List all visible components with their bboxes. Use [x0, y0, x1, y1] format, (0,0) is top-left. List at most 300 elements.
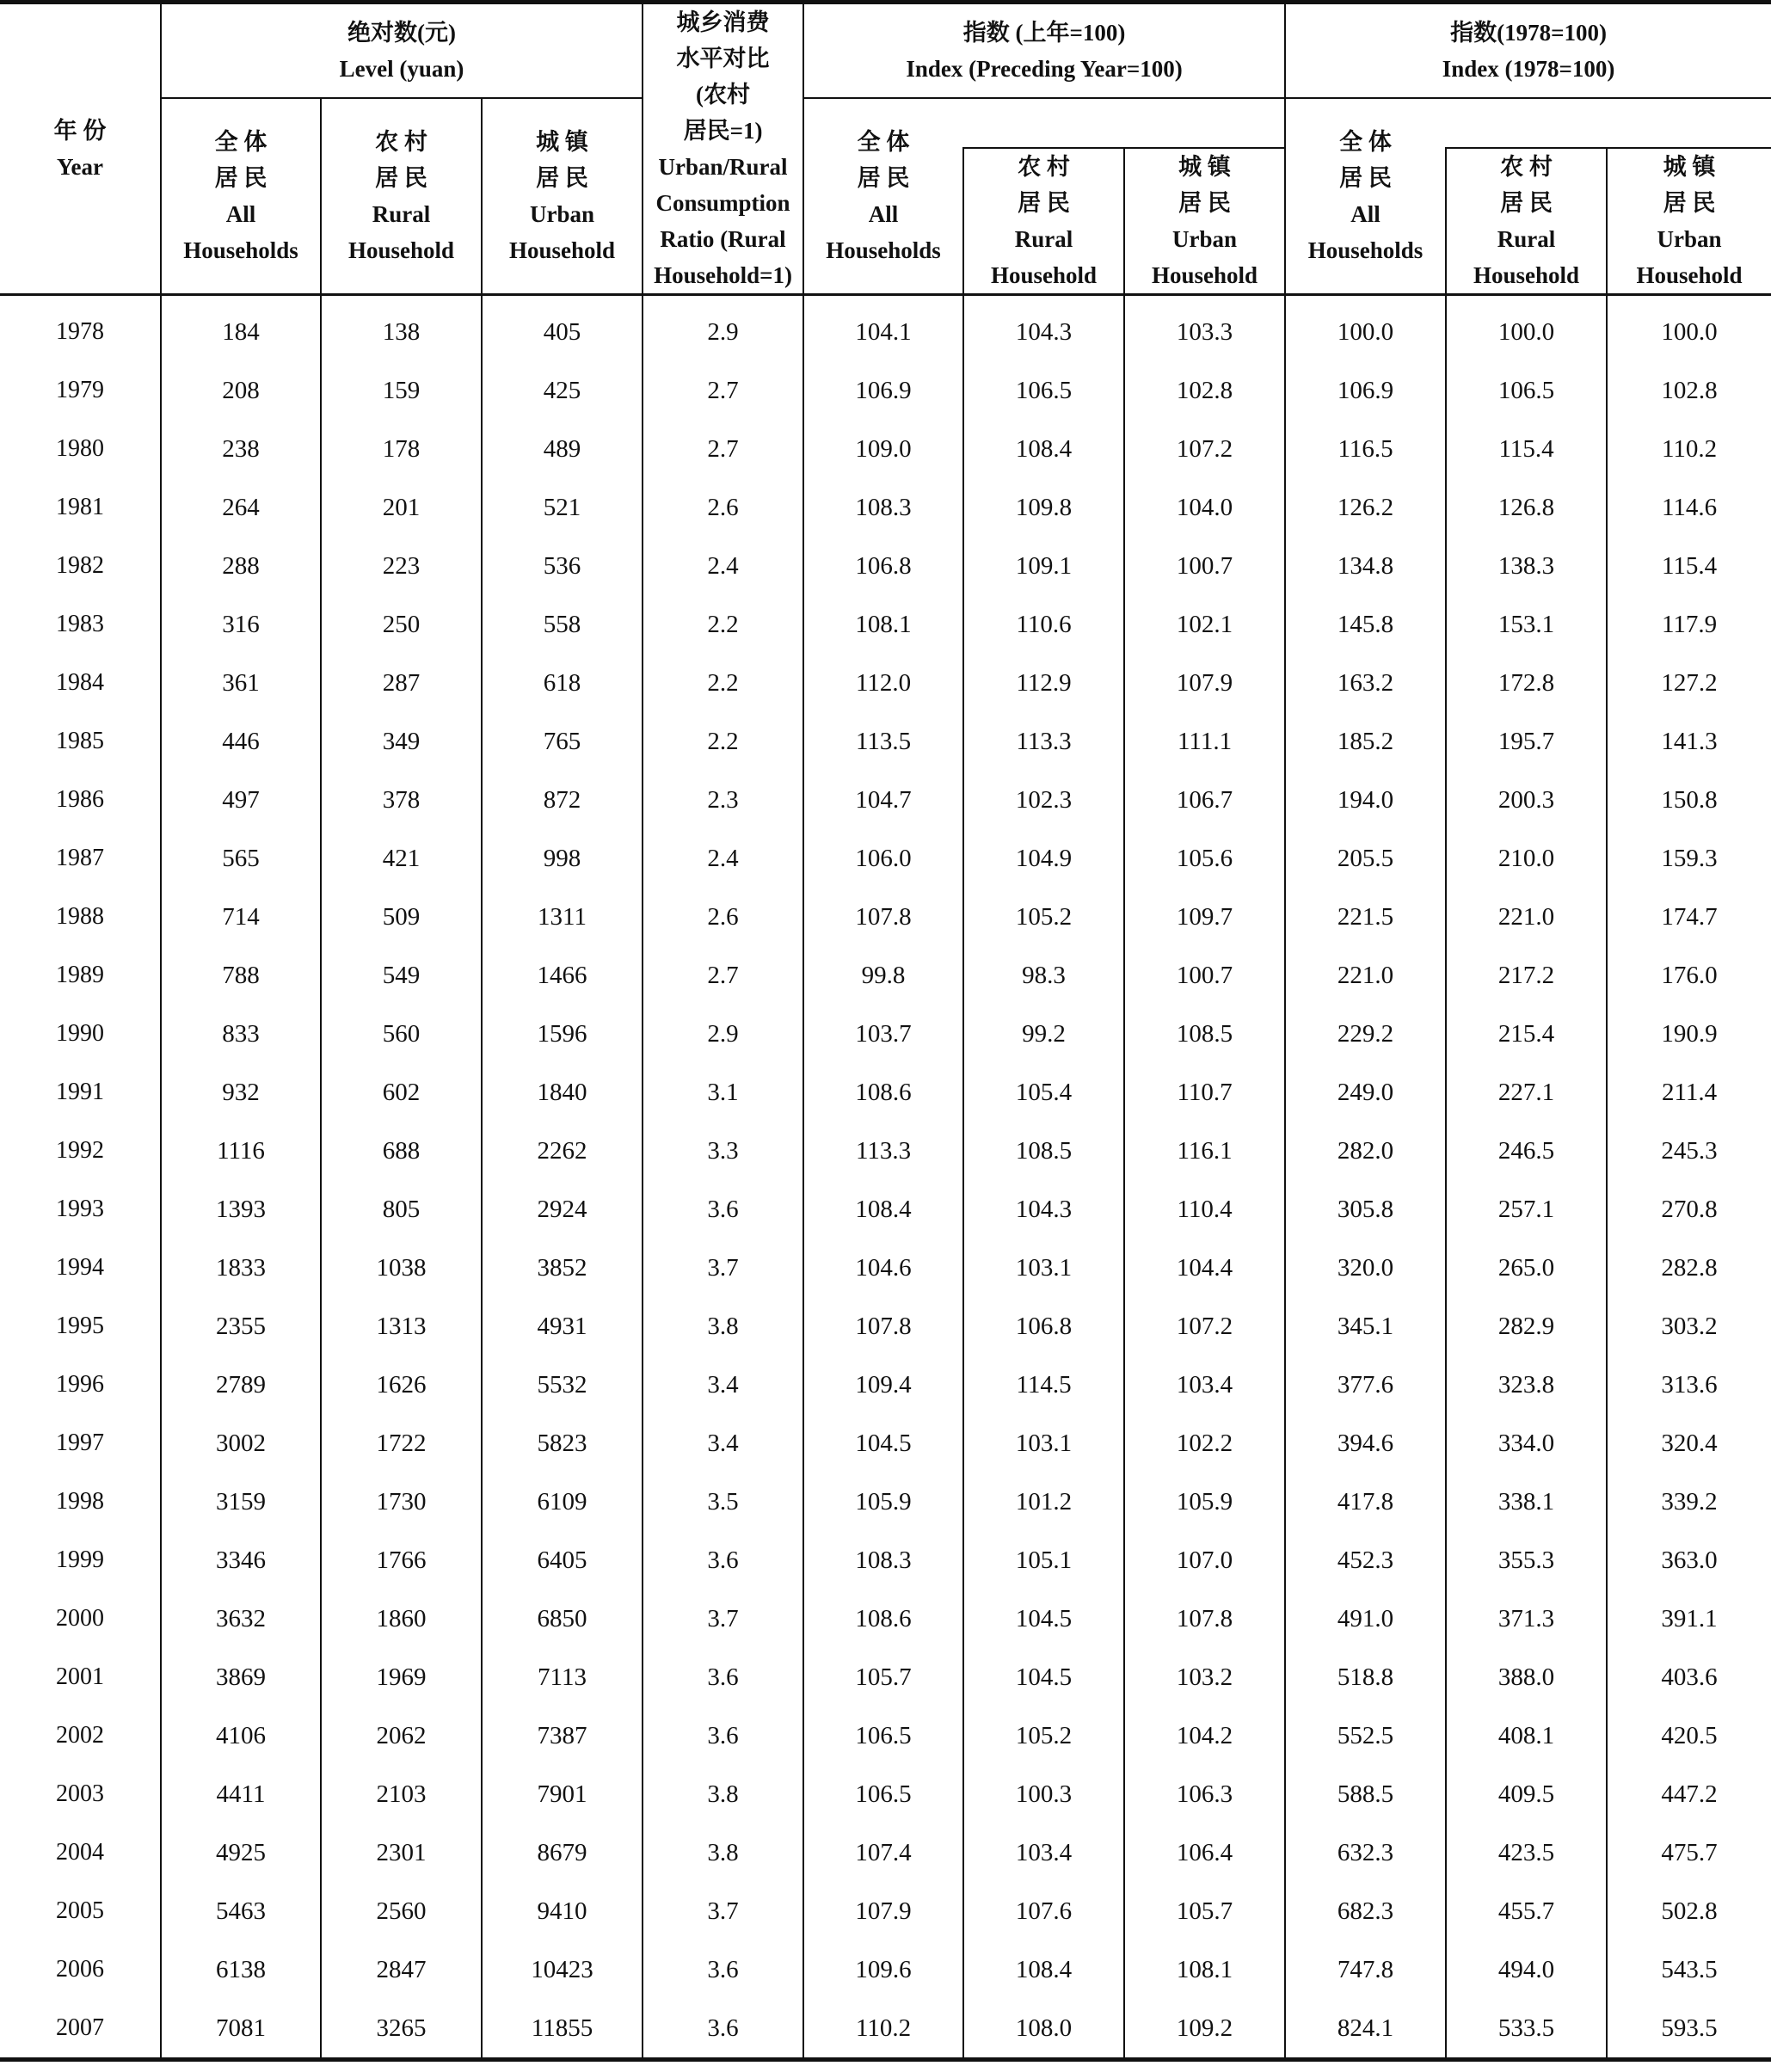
- urban-cn1: 城 镇: [1178, 154, 1231, 180]
- level-urban-cell: 6109: [482, 1473, 643, 1531]
- prev-urban-cell: 106.7: [1124, 771, 1285, 829]
- ratio-cell: 2.4: [643, 829, 803, 888]
- level-all-header: [161, 98, 321, 295]
- level-rural-cell: 223: [321, 537, 482, 595]
- all-en1: All: [1350, 201, 1381, 227]
- base-urban-cell: 475.7: [1607, 1823, 1771, 1882]
- prev-rural-cell: 105.2: [963, 1706, 1124, 1765]
- base-urban-cell: 391.1: [1607, 1589, 1771, 1648]
- base-rural-cell: 210.0: [1446, 829, 1607, 888]
- year-cell: 2000: [56, 1605, 104, 1632]
- base-urban-cell: 211.4: [1607, 1063, 1771, 1122]
- level-rural-header: [321, 98, 482, 295]
- year-cell: 1999: [56, 1546, 104, 1573]
- ratio-header: [643, 3, 803, 295]
- level-all-cell: 238: [161, 420, 321, 478]
- urban-en2: Household: [508, 237, 616, 263]
- rural-cn1: 农 村: [375, 129, 427, 155]
- level-group-header: [161, 3, 643, 99]
- prev-urban-cell: 103.2: [1124, 1648, 1285, 1706]
- rural-en1: Rural: [1014, 226, 1073, 252]
- table-row: [0, 771, 1771, 829]
- base-rural-cell: 355.3: [1446, 1531, 1607, 1589]
- base-all-cell: 221.5: [1285, 888, 1446, 946]
- prev-urban-cell: 100.7: [1124, 537, 1285, 595]
- base-all-cell: 747.8: [1285, 1940, 1446, 1999]
- level-urban-cell: 425: [482, 361, 643, 420]
- urban-cn1: 城 镇: [536, 129, 588, 155]
- level-rural-cell: 1730: [321, 1473, 482, 1531]
- rural-cn2: 居 民: [375, 165, 427, 191]
- ratio-header-line: Urban/Rural: [658, 154, 788, 180]
- base-rural-cell: 200.3: [1446, 771, 1607, 829]
- table-row: [0, 1473, 1771, 1531]
- base-rural-cell: 195.7: [1446, 712, 1607, 771]
- ratio-header-line: 居民=1): [683, 118, 763, 144]
- base-rural-cell: 246.5: [1446, 1122, 1607, 1180]
- base-all-cell: 185.2: [1285, 712, 1446, 771]
- prev-rural-cell: 104.9: [963, 829, 1124, 888]
- level-urban-cell: 1840: [482, 1063, 643, 1122]
- prev-urban-cell: 105.9: [1124, 1473, 1285, 1531]
- ratio-cell: 3.7: [643, 1589, 803, 1648]
- prev-all-cell: 112.0: [803, 654, 963, 712]
- prev-urban-cell: 116.1: [1124, 1122, 1285, 1180]
- base-rural-cell: 227.1: [1446, 1063, 1607, 1122]
- all-en2: Households: [826, 237, 941, 263]
- base-all-cell: 221.0: [1285, 946, 1446, 1005]
- prev-all-cell: 105.9: [803, 1473, 963, 1531]
- level-all-cell: 2789: [161, 1356, 321, 1414]
- base-rural-cell: 138.3: [1446, 537, 1607, 595]
- level-urban-cell: 9410: [482, 1882, 643, 1940]
- level-all-cell: 208: [161, 361, 321, 420]
- ratio-cell: 3.4: [643, 1414, 803, 1473]
- base-rural-cell: 282.9: [1446, 1297, 1607, 1356]
- level-rural-cell: 560: [321, 1005, 482, 1063]
- base-urban-cell: 176.0: [1607, 946, 1771, 1005]
- level-all-cell: 714: [161, 888, 321, 946]
- base-all-cell: 345.1: [1285, 1297, 1446, 1356]
- urban-cn1: 城 镇: [1663, 154, 1716, 180]
- level-all-cell: 4106: [161, 1706, 321, 1765]
- prev-urban-cell: 103.3: [1124, 295, 1285, 362]
- base-rural-cell: 100.0: [1446, 295, 1607, 362]
- base-urban-cell: 303.2: [1607, 1297, 1771, 1356]
- prev-urban-cell: 107.2: [1124, 1297, 1285, 1356]
- level-urban-cell: 6850: [482, 1589, 643, 1648]
- prev-urban-cell: 105.7: [1124, 1882, 1285, 1940]
- table-row: [0, 1648, 1771, 1706]
- urban-en2: Household: [1636, 262, 1743, 288]
- level-rural-cell: 1722: [321, 1414, 482, 1473]
- ratio-cell: 3.6: [643, 1531, 803, 1589]
- prev-rural-cell: 102.3: [963, 771, 1124, 829]
- table-row: [0, 1414, 1771, 1473]
- all-cn1: 全 体: [214, 129, 267, 155]
- base-rural-cell: 494.0: [1446, 1940, 1607, 1999]
- base-rural-cell: 388.0: [1446, 1648, 1607, 1706]
- base1978-index-group-header: [1285, 3, 1771, 99]
- base-rural-cell: 257.1: [1446, 1180, 1607, 1239]
- ratio-header-line: 城乡消费: [676, 9, 770, 35]
- level-urban-cell: 1311: [482, 888, 643, 946]
- prev-all-cell: 107.8: [803, 1297, 963, 1356]
- ratio-header-line: Household=1): [654, 262, 792, 288]
- base-all-cell: 377.6: [1285, 1356, 1446, 1414]
- level-urban-cell: 4931: [482, 1297, 643, 1356]
- base-rural-cell: 106.5: [1446, 361, 1607, 420]
- rural-cn1: 农 村: [1500, 154, 1553, 180]
- base-all-cell: 145.8: [1285, 595, 1446, 654]
- ratio-cell: 3.6: [643, 1180, 803, 1239]
- level-all-cell: 446: [161, 712, 321, 771]
- base-urban-cell: 447.2: [1607, 1765, 1771, 1823]
- all-en2: Households: [183, 237, 298, 263]
- base-all-cell: 552.5: [1285, 1706, 1446, 1765]
- prev-rural-cell: 103.4: [963, 1823, 1124, 1882]
- base-all-cell: 305.8: [1285, 1180, 1446, 1239]
- prev-urban-cell: 107.8: [1124, 1589, 1285, 1648]
- level-all-cell: 6138: [161, 1940, 321, 1999]
- prev-rural-cell: 104.3: [963, 295, 1124, 362]
- base-urban-cell: 420.5: [1607, 1706, 1771, 1765]
- base-group-en: Index (1978=100): [1442, 56, 1615, 82]
- level-all-cell: 264: [161, 478, 321, 537]
- ratio-header-line: 水平对比: [676, 46, 770, 71]
- prev-all-cell: 106.5: [803, 1765, 963, 1823]
- prev-rural-cell: 107.6: [963, 1882, 1124, 1940]
- prev-rural-cell: 104.5: [963, 1648, 1124, 1706]
- base-urban-cell: 502.8: [1607, 1882, 1771, 1940]
- prev-urban-cell: 111.1: [1124, 712, 1285, 771]
- ratio-cell: 3.6: [643, 1999, 803, 2060]
- level-all-cell: 3002: [161, 1414, 321, 1473]
- ratio-cell: 3.7: [643, 1239, 803, 1297]
- urban-en1: Urban: [1657, 226, 1722, 252]
- level-all-cell: 5463: [161, 1882, 321, 1940]
- base-all-cell: 229.2: [1285, 1005, 1446, 1063]
- base-rural-cell: 153.1: [1446, 595, 1607, 654]
- prev-urban-cell: 100.7: [1124, 946, 1285, 1005]
- year-cell: 1986: [56, 786, 104, 813]
- prev-all-cell: 109.4: [803, 1356, 963, 1414]
- level-urban-cell: 1596: [482, 1005, 643, 1063]
- prev-all-cell: 113.3: [803, 1122, 963, 1180]
- base-all-cell: 163.2: [1285, 654, 1446, 712]
- level-group-en: Level (yuan): [339, 56, 464, 82]
- table-row: [0, 1005, 1771, 1063]
- prev-rural-cell: 106.5: [963, 361, 1124, 420]
- base-rural-cell: 409.5: [1446, 1765, 1607, 1823]
- table-row: [0, 1239, 1771, 1297]
- prev-rural-cell: 100.3: [963, 1765, 1124, 1823]
- table-row: [0, 888, 1771, 946]
- ratio-cell: 2.6: [643, 888, 803, 946]
- level-rural-cell: 1860: [321, 1589, 482, 1648]
- prev-rural-cell: 108.4: [963, 420, 1124, 478]
- base-urban-header: [1607, 148, 1771, 295]
- level-rural-cell: 349: [321, 712, 482, 771]
- level-urban-cell: 489: [482, 420, 643, 478]
- year-cell: 1997: [56, 1429, 104, 1456]
- base-urban-cell: 114.6: [1607, 478, 1771, 537]
- ratio-cell: 3.6: [643, 1648, 803, 1706]
- prev-urban-cell: 109.2: [1124, 1999, 1285, 2060]
- ratio-header-line: (农村: [696, 82, 751, 108]
- prev-all-cell: 108.6: [803, 1589, 963, 1648]
- prev-rural-cell: 98.3: [963, 946, 1124, 1005]
- level-urban-cell: 6405: [482, 1531, 643, 1589]
- base-rural-cell: 172.8: [1446, 654, 1607, 712]
- level-urban-cell: 3852: [482, 1239, 643, 1297]
- table-row: [0, 654, 1771, 712]
- level-urban-cell: 8679: [482, 1823, 643, 1882]
- year-cell: 1991: [56, 1079, 104, 1105]
- base-urban-cell: 320.4: [1607, 1414, 1771, 1473]
- year-header: [0, 3, 161, 295]
- year-cell: 1994: [56, 1254, 104, 1281]
- year-cell: 1996: [56, 1371, 104, 1398]
- table-row: [0, 946, 1771, 1005]
- level-urban-cell: 2924: [482, 1180, 643, 1239]
- rural-en1: Rural: [1497, 226, 1556, 252]
- prev-urban-cell: 103.4: [1124, 1356, 1285, 1414]
- level-rural-cell: 378: [321, 771, 482, 829]
- base-all-cell: 518.8: [1285, 1648, 1446, 1706]
- base-all-cell: 682.3: [1285, 1882, 1446, 1940]
- ratio-header-line: Ratio (Rural: [660, 226, 786, 252]
- base-spacer: [1446, 98, 1771, 148]
- level-all-cell: 3346: [161, 1531, 321, 1589]
- ratio-cell: 3.5: [643, 1473, 803, 1531]
- prev-rural-cell: 113.3: [963, 712, 1124, 771]
- table-row: [0, 1589, 1771, 1648]
- year-cell: 1998: [56, 1488, 104, 1515]
- prev-all-cell: 104.7: [803, 771, 963, 829]
- level-rural-cell: 805: [321, 1180, 482, 1239]
- base-all-cell: 100.0: [1285, 295, 1446, 362]
- prev-all-cell: 106.0: [803, 829, 963, 888]
- level-rural-cell: 1626: [321, 1356, 482, 1414]
- prev-all-cell: 99.8: [803, 946, 963, 1005]
- table-row: [0, 1297, 1771, 1356]
- base-urban-cell: 363.0: [1607, 1531, 1771, 1589]
- table-row: [0, 361, 1771, 420]
- table-row: [0, 1356, 1771, 1414]
- base-group-cn: 指数(1978=100): [1450, 20, 1607, 46]
- base-all-cell: 417.8: [1285, 1473, 1446, 1531]
- base-all-cell: 126.2: [1285, 478, 1446, 537]
- prev-urban-cell: 104.4: [1124, 1239, 1285, 1297]
- prev-rural-cell: 105.4: [963, 1063, 1124, 1122]
- prev-all-cell: 106.8: [803, 537, 963, 595]
- year-cell: 2001: [56, 1663, 104, 1690]
- ratio-cell: 3.8: [643, 1823, 803, 1882]
- level-all-cell: 361: [161, 654, 321, 712]
- base-urban-cell: 403.6: [1607, 1648, 1771, 1706]
- level-rural-cell: 138: [321, 295, 482, 362]
- table-row: [0, 1999, 1771, 2060]
- all-en2: Households: [1307, 237, 1424, 263]
- level-all-cell: 1116: [161, 1122, 321, 1180]
- prev-all-cell: 110.2: [803, 1999, 963, 2060]
- table-row: [0, 712, 1771, 771]
- level-rural-cell: 549: [321, 946, 482, 1005]
- level-rural-cell: 287: [321, 654, 482, 712]
- prev-all-cell: 103.7: [803, 1005, 963, 1063]
- ratio-cell: 3.6: [643, 1940, 803, 1999]
- base-rural-cell: 126.8: [1446, 478, 1607, 537]
- base-all-cell: 116.5: [1285, 420, 1446, 478]
- level-all-cell: 316: [161, 595, 321, 654]
- table-row: [0, 1180, 1771, 1239]
- level-rural-cell: 688: [321, 1122, 482, 1180]
- base-all-cell: 394.6: [1285, 1414, 1446, 1473]
- prev-urban-cell: 102.1: [1124, 595, 1285, 654]
- base-rural-cell: 323.8: [1446, 1356, 1607, 1414]
- level-rural-cell: 3265: [321, 1999, 482, 2060]
- level-all-cell: 288: [161, 537, 321, 595]
- prev-all-cell: 108.3: [803, 1531, 963, 1589]
- ratio-header-line: Consumption: [655, 190, 790, 216]
- base-rural-header: [1446, 148, 1607, 295]
- prev-urban-cell: 110.7: [1124, 1063, 1285, 1122]
- year-cell: 1992: [56, 1137, 104, 1164]
- base-all-header: [1285, 98, 1446, 295]
- all-cn2: 居 民: [1339, 165, 1392, 191]
- ratio-cell: 3.7: [643, 1882, 803, 1940]
- level-group-cn: 绝对数(元): [347, 20, 456, 46]
- level-rural-cell: 178: [321, 420, 482, 478]
- prev-rural-cell: 105.1: [963, 1531, 1124, 1589]
- year-cell: 1978: [56, 318, 104, 345]
- table-row: [0, 478, 1771, 537]
- year-cell: 2007: [56, 2014, 104, 2041]
- ratio-cell: 3.8: [643, 1765, 803, 1823]
- prev-urban-cell: 104.0: [1124, 478, 1285, 537]
- prev-urban-cell: 105.6: [1124, 829, 1285, 888]
- prev-rural-cell: 110.6: [963, 595, 1124, 654]
- base-urban-cell: 127.2: [1607, 654, 1771, 712]
- year-cell: 1995: [56, 1313, 104, 1339]
- ratio-cell: 2.9: [643, 1005, 803, 1063]
- year-cell: 1983: [56, 611, 104, 637]
- rural-en2: Household: [1473, 262, 1580, 288]
- prev-rural-cell: 106.8: [963, 1297, 1124, 1356]
- base-rural-cell: 533.5: [1446, 1999, 1607, 2060]
- prev-urban-cell: 110.4: [1124, 1180, 1285, 1239]
- base-rural-cell: 265.0: [1446, 1239, 1607, 1297]
- prev-rural-cell: 109.1: [963, 537, 1124, 595]
- prev-all-cell: 109.0: [803, 420, 963, 478]
- level-rural-cell: 1766: [321, 1531, 482, 1589]
- level-all-cell: 7081: [161, 1999, 321, 2060]
- level-all-cell: 932: [161, 1063, 321, 1122]
- prev-all-cell: 106.5: [803, 1706, 963, 1765]
- base-urban-cell: 543.5: [1607, 1940, 1771, 1999]
- table-row: [0, 1823, 1771, 1882]
- urban-en2: Household: [1152, 262, 1258, 288]
- ratio-cell: 2.2: [643, 654, 803, 712]
- table-row: [0, 1706, 1771, 1765]
- prev-rural-cell: 108.4: [963, 1940, 1124, 1999]
- base-urban-cell: 115.4: [1607, 537, 1771, 595]
- ratio-cell: 3.1: [643, 1063, 803, 1122]
- prev-all-cell: 108.6: [803, 1063, 963, 1122]
- prev-all-cell: 106.9: [803, 361, 963, 420]
- prev-rural-cell: 105.2: [963, 888, 1124, 946]
- prev-rural-cell: 109.8: [963, 478, 1124, 537]
- level-rural-cell: 2847: [321, 1940, 482, 1999]
- all-cn1: 全 体: [1339, 129, 1392, 155]
- rural-en2: Household: [347, 237, 455, 263]
- base-urban-cell: 282.8: [1607, 1239, 1771, 1297]
- prev-group-cn: 指数 (上年=100): [962, 20, 1126, 46]
- base-all-cell: 632.3: [1285, 1823, 1446, 1882]
- rural-en1: Rural: [372, 201, 431, 227]
- level-urban-header: [482, 98, 643, 295]
- prev-rural-cell: 104.5: [963, 1589, 1124, 1648]
- prev-urban-cell: 106.4: [1124, 1823, 1285, 1882]
- level-rural-cell: 1969: [321, 1648, 482, 1706]
- table-row: [0, 1063, 1771, 1122]
- base-all-cell: 194.0: [1285, 771, 1446, 829]
- level-all-cell: 2355: [161, 1297, 321, 1356]
- year-cell: 1988: [56, 903, 104, 930]
- prev-all-cell: 109.6: [803, 1940, 963, 1999]
- rural-en2: Household: [991, 262, 1098, 288]
- table-row: [0, 595, 1771, 654]
- prev-rural-cell: 103.1: [963, 1414, 1124, 1473]
- base-urban-cell: 245.3: [1607, 1122, 1771, 1180]
- rural-cn2: 居 民: [1500, 190, 1553, 216]
- all-en1: All: [868, 201, 899, 227]
- table-row: [0, 295, 1771, 362]
- prev-rural-cell: 103.1: [963, 1239, 1124, 1297]
- base-urban-cell: 102.8: [1607, 361, 1771, 420]
- year-cell: 1989: [56, 962, 104, 988]
- level-urban-cell: 521: [482, 478, 643, 537]
- prev-group-en: Index (Preceding Year=100): [906, 56, 1183, 82]
- base-urban-cell: 141.3: [1607, 712, 1771, 771]
- prev-all-cell: 108.3: [803, 478, 963, 537]
- base-all-cell: 282.0: [1285, 1122, 1446, 1180]
- level-all-cell: 1393: [161, 1180, 321, 1239]
- prev-all-cell: 107.9: [803, 1882, 963, 1940]
- ratio-cell: 2.9: [643, 295, 803, 362]
- prev-rural-cell: 108.0: [963, 1999, 1124, 2060]
- prev-rural-cell: 101.2: [963, 1473, 1124, 1531]
- table-row: [0, 537, 1771, 595]
- base-urban-cell: 313.6: [1607, 1356, 1771, 1414]
- base-urban-cell: 174.7: [1607, 888, 1771, 946]
- urban-cn2: 居 民: [536, 165, 588, 191]
- base-all-cell: 491.0: [1285, 1589, 1446, 1648]
- base-urban-cell: 190.9: [1607, 1005, 1771, 1063]
- base-rural-cell: 217.2: [1446, 946, 1607, 1005]
- base-rural-cell: 221.0: [1446, 888, 1607, 946]
- table-row: [0, 829, 1771, 888]
- level-all-cell: 833: [161, 1005, 321, 1063]
- prev-urban-cell: 108.1: [1124, 1940, 1285, 1999]
- year-cell: 1984: [56, 669, 104, 696]
- base-rural-cell: 338.1: [1446, 1473, 1607, 1531]
- prev-urban-cell: 102.2: [1124, 1414, 1285, 1473]
- prev-urban-cell: 107.9: [1124, 654, 1285, 712]
- level-all-cell: 3159: [161, 1473, 321, 1531]
- base-all-cell: 106.9: [1285, 361, 1446, 420]
